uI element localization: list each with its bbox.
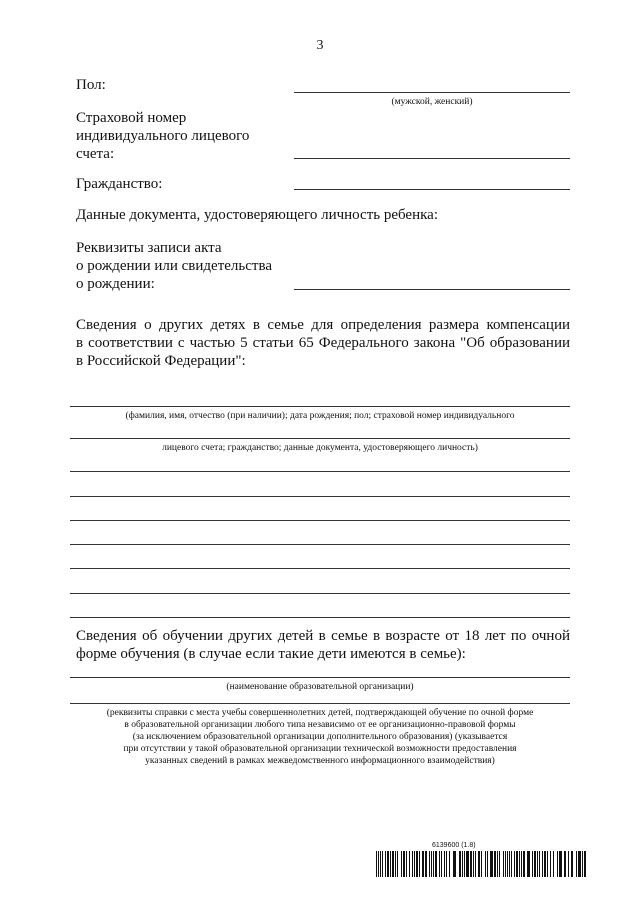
gender-hint: (мужской, женский) bbox=[391, 97, 473, 107]
other-children-field-line[interactable] bbox=[70, 406, 570, 407]
education-text-line2: форме обучения (в случае если такие дети имеются в семье): bbox=[76, 646, 466, 662]
education-org-hint: (наименование образовательной организации) bbox=[226, 682, 414, 692]
citizenship-field-line[interactable] bbox=[294, 189, 570, 190]
other-children-hint-line2: лицевого счета; гражданство; данные документа, удостоверяющего личность) bbox=[162, 443, 478, 453]
education-hint-line: (реквизиты справки с места учебы совершеннолетних детей, подтверждающей обучение по очной форме bbox=[106, 708, 534, 718]
birth-record-field-line[interactable] bbox=[294, 289, 570, 290]
barcode-number: 6139600 (1.8) bbox=[432, 842, 476, 849]
education-hint-line: указанных сведений в рамках межведомственного информационного взаимодействия) bbox=[145, 756, 495, 766]
other-children-field-line[interactable] bbox=[70, 617, 570, 618]
other-children-hint-line1: (фамилия, имя, отчество (при наличии); дата рождения; пол; страховой номер индивидуального bbox=[125, 411, 515, 421]
snils-label-line3: счета: bbox=[76, 146, 115, 162]
other-children-text-line2: в соответствии с частью 5 статьи 65 Федерального закона "Об образовании bbox=[76, 335, 570, 351]
other-children-text-line1: Сведения о других детях в семье для определения размера компенсации bbox=[76, 317, 570, 333]
snils-field-line[interactable] bbox=[294, 158, 570, 159]
education-org-field-line[interactable] bbox=[70, 677, 570, 678]
barcode-icon bbox=[376, 851, 588, 877]
other-children-field-line[interactable] bbox=[70, 496, 570, 497]
birth-record-label-line1: Реквизиты записи акта bbox=[76, 240, 222, 256]
citizenship-label: Гражданство: bbox=[76, 176, 163, 192]
snils-label-line2: индивидуального лицевого bbox=[76, 128, 250, 144]
gender-field-line[interactable] bbox=[294, 92, 570, 93]
education-text-line1: Сведения об обучении других детей в семье в возрасте от 18 лет по очной bbox=[76, 628, 570, 644]
birth-record-label-line3: о рождении: bbox=[76, 276, 155, 292]
page-number: 3 bbox=[316, 38, 324, 53]
other-children-field-line[interactable] bbox=[70, 593, 570, 594]
snils-label-line1: Страховой номер bbox=[76, 110, 187, 126]
identity-doc-label: Данные документа, удостоверяющего личность ребенка: bbox=[76, 207, 439, 223]
other-children-field-line[interactable] bbox=[70, 471, 570, 472]
education-hint-line: (за исключением образовательной организации дополнительного образования) (указывается bbox=[132, 732, 508, 742]
other-children-field-line[interactable] bbox=[70, 568, 570, 569]
birth-record-label-line2: о рождении или свидетельства bbox=[76, 258, 273, 274]
other-children-field-line[interactable] bbox=[70, 438, 570, 439]
other-children-text-line3: в Российской Федерации": bbox=[76, 353, 246, 369]
other-children-field-line[interactable] bbox=[70, 544, 570, 545]
other-children-field-line[interactable] bbox=[70, 520, 570, 521]
education-certificate-field-line[interactable] bbox=[70, 703, 570, 704]
education-hint-line: в образовательной организации любого типа независимо от ее организационно-правовой формы bbox=[124, 720, 516, 730]
education-hint-line: при отсутствии у такой образовательной организации технической возможности предоставления bbox=[123, 744, 517, 754]
gender-label: Пол: bbox=[76, 77, 106, 93]
